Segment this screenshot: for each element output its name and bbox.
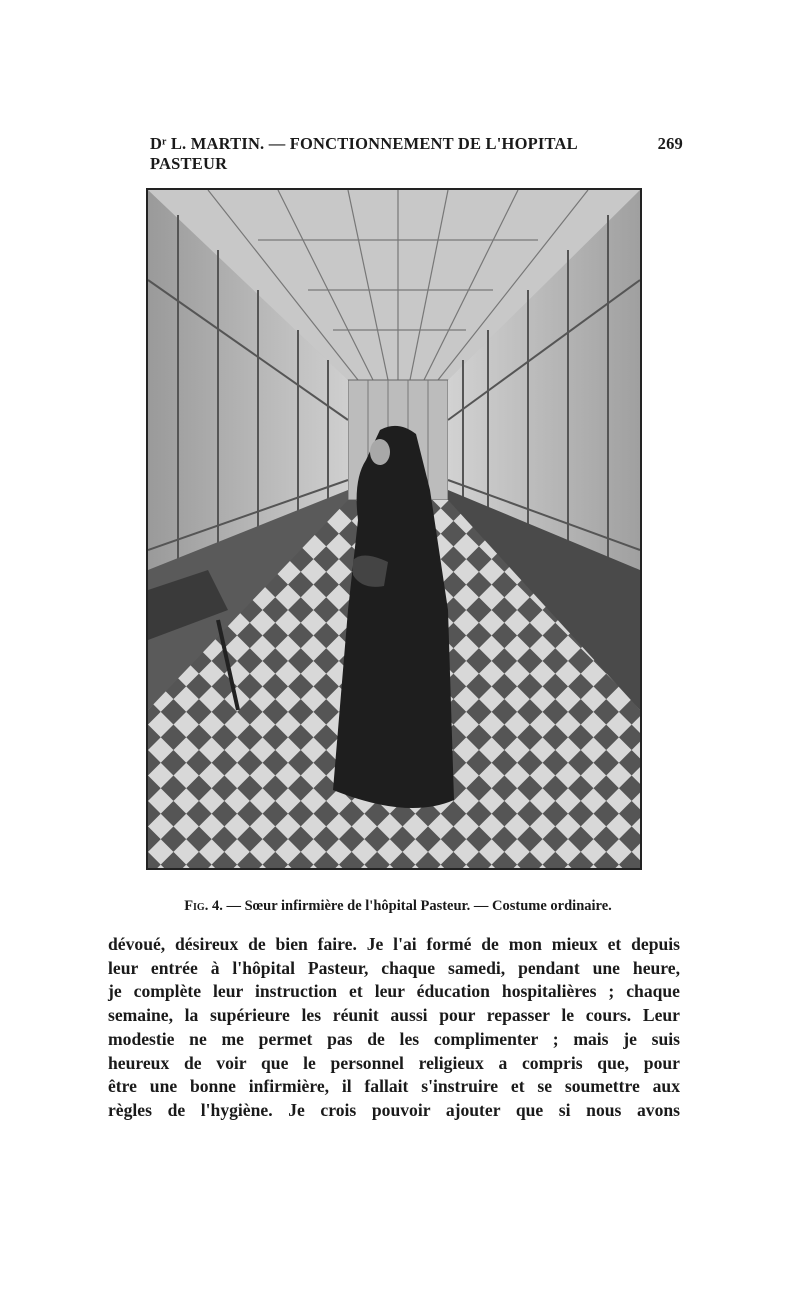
running-header xyxy=(150,134,683,174)
text-line: leur entrée à l'hôpital Pasteur, chaque samedi, pendant une heure, xyxy=(108,957,680,978)
corridor-photo-illustration xyxy=(148,190,640,868)
text-line: modestie ne me permet pas de les complimenter ; mais je suis xyxy=(108,1028,680,1049)
text-line: être une bonne infirmière, il fallait s'instruire et se soumettre aux xyxy=(108,1076,680,1097)
text-line: heureux de voir que le personnel religieux a compris que, pour xyxy=(108,1052,680,1073)
text-line: règles de l'hygiène. Je crois pouvoir ajouter que si nous avons xyxy=(108,1099,680,1120)
figure-caption xyxy=(138,898,658,915)
caption-label: Fig. 4. xyxy=(184,898,223,914)
body-paragraph xyxy=(108,933,680,1123)
caption-text: — Sœur infirmière de l'hôpital Pasteur. — Costume ordinaire. xyxy=(226,898,612,914)
text-line: dévoué, désireux de bien faire. Je l'ai formé de mon mieux et depuis xyxy=(108,934,680,954)
figure-photograph xyxy=(146,188,642,870)
header-title: Dʳ L. MARTIN. — FONCTIONNEMENT DE L'HOPITAL PASTEUR xyxy=(150,134,577,173)
page-number: 269 xyxy=(657,134,683,153)
text-line: semaine, la supérieure les réunit aussi pour repasser le cours. Leur xyxy=(108,1005,680,1026)
text-line: je complète leur instruction et leur éducation hospitalières ; chaque xyxy=(108,981,680,1002)
